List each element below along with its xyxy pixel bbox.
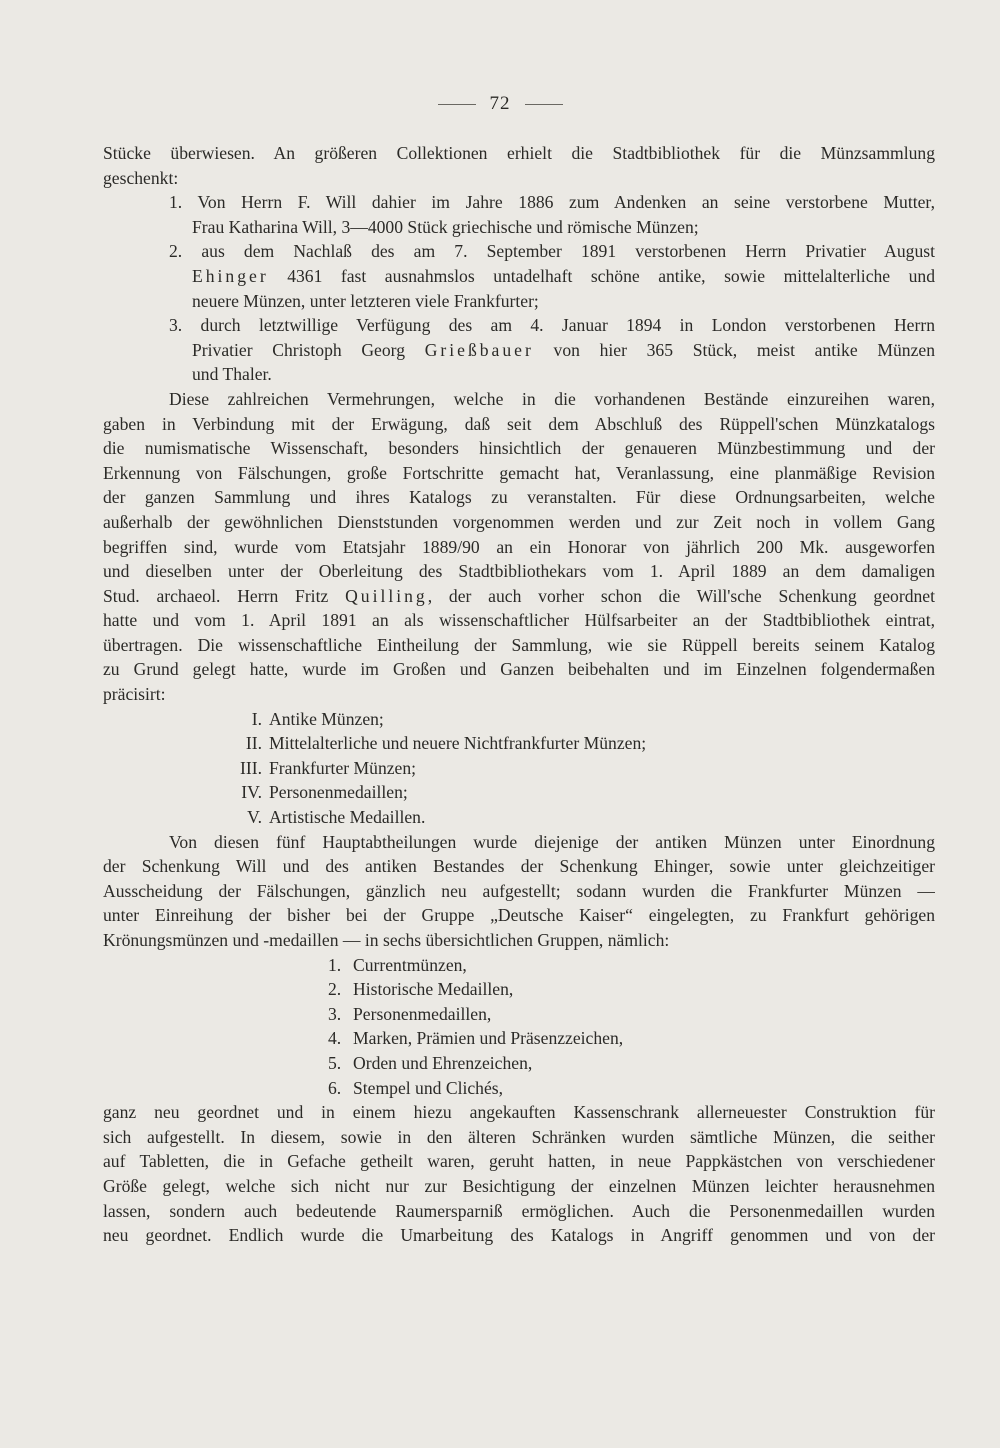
list-item-1-cont: Frau Katharina Will, 3—4000 Stück griechische und römische Münzen; xyxy=(192,216,699,237)
text-line: neu geordnet. Endlich wurde die Umarbeitung des Katalogs in Angriff genommen und von der xyxy=(103,1225,935,1246)
name-griessbauer: Grießbauer xyxy=(424,339,534,360)
list-item-2: 2. aus dem Nachlaß des am 7. September 1891 verstorbenen Herrn Privatier August xyxy=(169,241,935,262)
text-line: präcisirt: xyxy=(103,684,166,705)
roman-list-item: III. Frankfurter Münzen; xyxy=(240,757,417,778)
text-line: sich aufgestellt. In diesem, sowie in den älteren Schränken wurden sämtliche Münzen, die seither xyxy=(103,1126,935,1147)
text-line: auf Tabletten, die in Gefache getheilt waren, geruht hatten, in neue Pappkästchen von verschiedener xyxy=(103,1151,935,1172)
text-line: ganz neu geordnet und in einem hiezu angekauften Kassenschrank allerneuester Construktion für xyxy=(103,1102,935,1123)
text-line: Krönungsmünzen und -medaillen — in sechs übersichtlichen Gruppen, nämlich: xyxy=(103,930,670,950)
arabic-list-item: 1. Currentmünzen, xyxy=(328,954,467,975)
list-item-1: 1. Von Herrn F. Will dahier im Jahre 1886 zum Andenken an seine verstorbene Mutter, xyxy=(169,192,935,213)
text-line: die numismatische Wissenschaft, besonders hinsichtlich der genaueren Münzbestimmung und der xyxy=(103,438,935,459)
text-line: lassen, sondern auch bedeutende Raumersparniß ermöglichen. Auch die Personenmedaillen wurden xyxy=(103,1200,935,1221)
text-line: gaben in Verbindung mit der Erwägung, daß seit dem Abschluß des Rüppell'schen Münzkatalogs xyxy=(103,413,935,434)
text-line: unter Einreihung der bisher bei der Gruppe „Deutsche Kaiser“ eingelegten, zu Frankfurt gehörigen xyxy=(103,905,935,926)
text-line: außerhalb der gewöhnlichen Dienststunden vorgenommen werden und zur Zeit noch in vollem Gang xyxy=(103,511,935,532)
list-item-2-cont: neuere Münzen, unter letzteren viele Frankfurter; xyxy=(192,290,539,311)
list-item-3-cont: und Thaler. xyxy=(192,364,272,385)
roman-list-item: I. Antike Münzen; xyxy=(251,708,384,729)
text-line: Stücke überwiesen. An größeren Collektionen erhielt die Stadtbibliothek für die Münzsammlung xyxy=(103,143,935,163)
arabic-list-item: 5. Orden und Ehrenzeichen, xyxy=(328,1052,533,1073)
roman-list-item: IV. Personenmedaillen; xyxy=(241,782,408,803)
text-line: und dieselben unter der Oberleitung des Stadtbibliothekars vom 1. April 1889 an dem damaligen xyxy=(103,561,935,582)
text-line: geschenkt: xyxy=(103,167,179,188)
right-dash xyxy=(525,104,563,105)
roman-list-item: V. Artistische Medaillen. xyxy=(247,807,426,828)
arabic-list-item: 2. Historische Medaillen, xyxy=(328,979,514,1000)
text-line: Stud. archaeol. Herrn Fritz Quilling, der auch vorher schon die Will'sche Schenkung geordnet xyxy=(103,585,935,606)
text-line: übertragen. Die wissenschaftliche Eintheilung der Sammlung, wie sie Rüppell bereits seinem Katalog xyxy=(103,634,935,655)
text-line: der ganzen Sammlung und ihres Katalogs zu veranstalten. Für diese Ordnungsarbeiten, welche xyxy=(103,487,935,508)
text-line: Von diesen fünf Hauptabtheilungen wurde diejenige der antiken Münzen unter Einordnung xyxy=(169,831,935,852)
name-ehinger: Ehinger xyxy=(192,265,269,286)
text-line: Größe gelegt, welche sich nicht nur zur Besichtigung der einzelnen Münzen leichter herausnehmen xyxy=(103,1175,935,1196)
text-line: zu Grund gelegt hatte, wurde im Großen und Ganzen beibehalten und im Einzelnen folgendermaßen xyxy=(103,659,935,680)
text-line: hatte und vom 1. April 1891 an als wissenschaftlicher Hülfsarbeiter an der Stadtbibliothek eintrat, xyxy=(103,610,935,631)
left-dash xyxy=(438,104,476,105)
list-item-2-cont: Ehinger 4361 fast ausnahmslos untadelhaft schöne antike, sowie mittelalterliche und xyxy=(192,265,935,286)
list-item-3: 3. durch letztwillige Verfügung des am 4. Januar 1894 in London verstorbenen Herrn xyxy=(169,315,935,336)
arabic-list-item: 4. Marken, Prämien und Präsenzzeichen, xyxy=(328,1028,624,1049)
text-line: Ausscheidung der Fälschungen, gänzlich neu aufgestellt; sodann wurden die Frankfurter Münzen — xyxy=(103,880,935,901)
list-item-3-cont: Privatier Christoph Georg Grießbauer von hier 365 Stück, meist antike Münzen xyxy=(192,339,935,360)
body-text xyxy=(103,141,935,1248)
text-line: der Schenkung Will und des antiken Bestandes der Schenkung Ehinger, sowie unter gleichzeitiger xyxy=(103,856,935,877)
text-line: Diese zahlreichen Vermehrungen, welche in die vorhandenen Bestände einzureihen waren, xyxy=(169,388,935,409)
page-number: 72 xyxy=(489,93,511,114)
arabic-list-item: 6. Stempel und Clichés, xyxy=(328,1077,504,1098)
name-quilling: Quilling xyxy=(345,585,428,606)
arabic-list-item: 3. Personenmedaillen, xyxy=(328,1003,492,1024)
roman-list-item: II. Mittelalterliche und neuere Nichtfrankfurter Münzen; xyxy=(245,733,647,754)
page-header xyxy=(0,93,1000,115)
text-line: Erkennung von Fälschungen, große Fortschritte gemacht hat, Veranlassung, eine planmäßige Revision xyxy=(103,462,935,483)
text-line: begriffen sind, wurde vom Etatsjahr 1889/90 an ein Honorar von jährlich 200 Mk. ausgeworfen xyxy=(103,536,935,557)
